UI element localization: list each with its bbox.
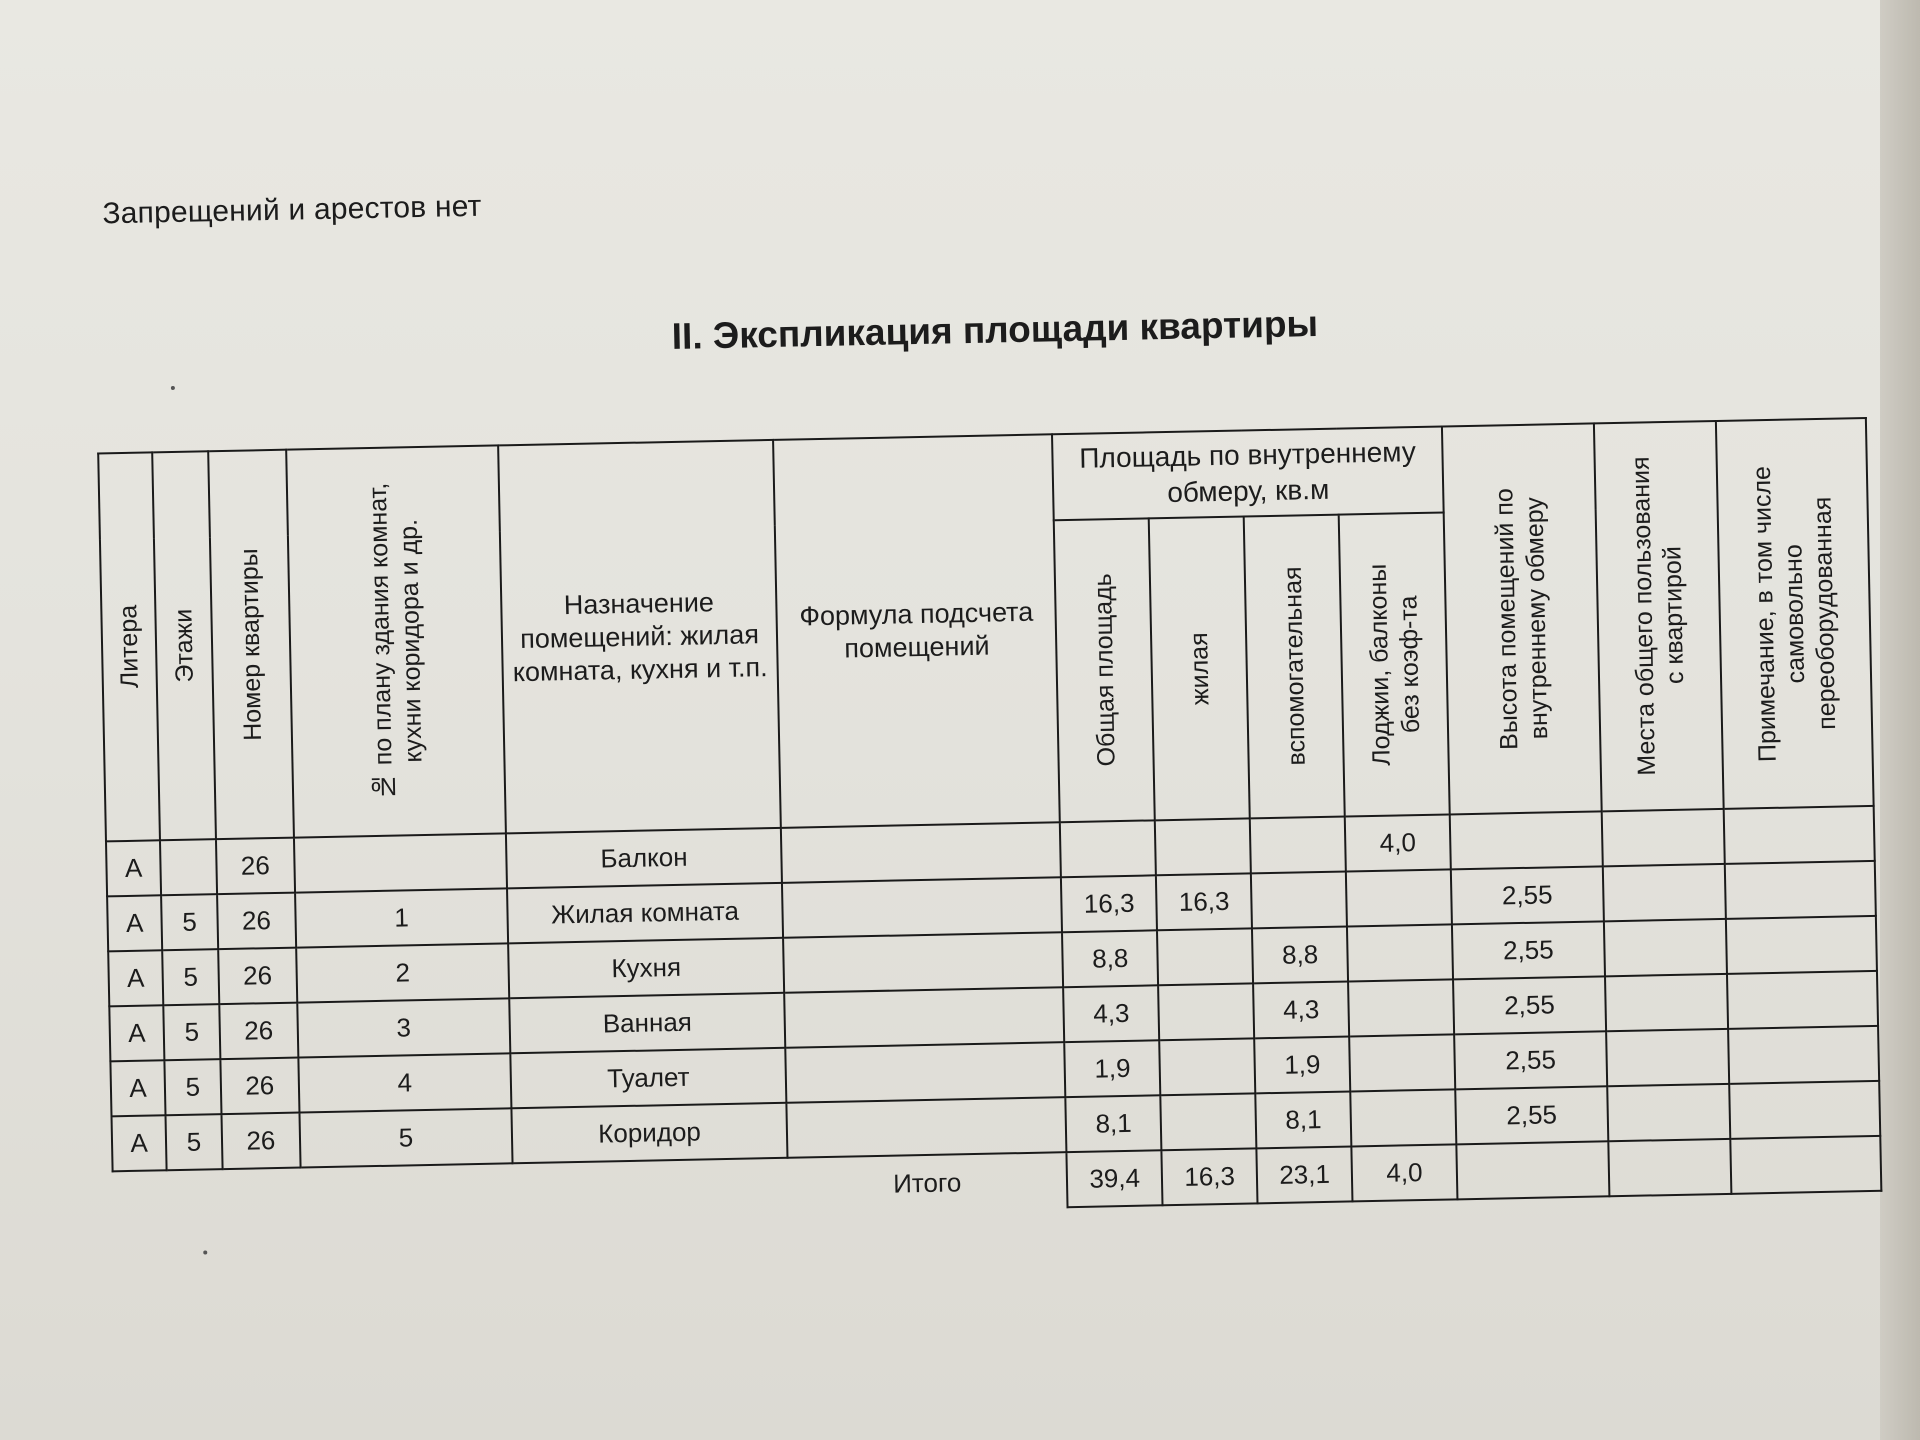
cell-floor: 5 <box>163 1004 220 1060</box>
header-litera: Литера <box>98 452 160 841</box>
cell-formula <box>782 877 1062 938</box>
header-apartment-no: Номер квартиры <box>208 450 294 839</box>
cell-floor <box>160 839 217 895</box>
totals-aux: 23,1 <box>1257 1146 1353 1203</box>
cell-formula <box>781 822 1061 883</box>
cell-loggia <box>1346 869 1452 926</box>
cell-apt: 26 <box>218 948 297 1005</box>
header-total-area: Общая площадь <box>1054 518 1155 822</box>
document-sheet <box>59 22 1886 1418</box>
header-purpose: Назначение помещений: жилая комната, кухня и т.п. <box>498 440 781 833</box>
cell-common <box>1607 1084 1730 1141</box>
cell-common <box>1606 1029 1729 1086</box>
cell-height: 2,55 <box>1452 921 1605 979</box>
cell-total <box>1060 820 1156 877</box>
cell-aux: 8,1 <box>1255 1091 1351 1148</box>
header-auxiliary: вспомогательная <box>1244 515 1345 819</box>
cell-note <box>1726 916 1877 974</box>
cell-loggia <box>1349 1034 1455 1091</box>
cell-apt: 26 <box>216 838 295 895</box>
cell-living <box>1155 818 1251 875</box>
cell-floor: 5 <box>161 894 218 950</box>
paper-speck <box>171 386 175 390</box>
cell-note <box>1724 806 1875 864</box>
header-plan-no: № по плану здания комнат, кухни коридора и др. <box>286 445 506 837</box>
cell-total: 4,3 <box>1063 985 1159 1042</box>
cell-aux <box>1251 872 1347 929</box>
cell-living <box>1161 1093 1257 1150</box>
cell-living <box>1157 928 1253 985</box>
totals-note <box>1730 1136 1881 1194</box>
explication-table <box>97 417 1882 1227</box>
cell-common <box>1604 919 1727 976</box>
cell-no: 3 <box>297 998 510 1057</box>
totals-loggia: 4,0 <box>1351 1144 1457 1201</box>
cell-common <box>1602 809 1725 866</box>
cell-common <box>1603 864 1726 921</box>
cell-common <box>1605 974 1728 1031</box>
header-formula: Формула подсчета помещений <box>773 434 1060 828</box>
cell-height: 2,55 <box>1451 866 1604 924</box>
document-title: II. Экспликация площади квартиры <box>671 302 1319 357</box>
cell-purpose: Коридор <box>511 1103 787 1164</box>
cell-height: 2,55 <box>1455 1086 1608 1144</box>
cell-purpose: Ванная <box>509 993 785 1054</box>
cell-aux: 8,8 <box>1252 927 1348 984</box>
cell-aux: 1,9 <box>1254 1036 1350 1093</box>
cell-height <box>1450 811 1603 869</box>
cell-aux <box>1250 817 1346 874</box>
totals-total: 39,4 <box>1067 1150 1163 1207</box>
cell-apt: 26 <box>220 1058 299 1115</box>
cell-apt: 26 <box>219 1003 298 1060</box>
cell-note <box>1727 971 1878 1029</box>
cell-apt: 26 <box>217 893 296 950</box>
cell-litera: А <box>106 840 161 896</box>
header-loggias: Лоджии, балконы без коэф-та <box>1339 512 1450 816</box>
cell-no: 5 <box>299 1108 512 1167</box>
cell-height: 2,55 <box>1453 976 1606 1034</box>
cell-floor: 5 <box>162 949 219 1005</box>
cell-loggia <box>1350 1089 1456 1146</box>
totals-common <box>1608 1139 1731 1196</box>
cell-living: 16,3 <box>1156 873 1252 930</box>
cell-apt: 26 <box>221 1113 300 1170</box>
cell-aux: 4,3 <box>1253 981 1349 1038</box>
cell-purpose: Жилая комната <box>507 883 783 944</box>
cell-formula <box>784 987 1064 1048</box>
cell-litera: А <box>107 895 162 951</box>
totals-height <box>1456 1141 1609 1199</box>
cell-height: 2,55 <box>1454 1031 1607 1089</box>
cell-living <box>1159 1038 1255 1095</box>
cell-purpose: Кухня <box>508 938 784 999</box>
cell-no <box>294 833 507 892</box>
cell-purpose: Балкон <box>506 828 782 889</box>
cell-litera: А <box>110 1060 165 1116</box>
header-area-group: Площадь по внутреннему обмеру, кв.м <box>1052 426 1443 520</box>
cell-no: 1 <box>295 888 508 947</box>
page-edge <box>1880 0 1920 1440</box>
totals-living: 16,3 <box>1162 1148 1258 1205</box>
cell-purpose: Туалет <box>510 1048 786 1109</box>
cell-total: 8,1 <box>1066 1095 1162 1152</box>
cell-no: 4 <box>298 1053 511 1112</box>
cell-note <box>1725 861 1876 919</box>
paper-speck <box>203 1250 207 1254</box>
header-row-top <box>98 418 1867 539</box>
header-note: Примечание, в том числе самовольно переоборудованная <box>1716 418 1874 809</box>
cell-litera: А <box>108 950 163 1006</box>
cell-loggia <box>1347 924 1453 981</box>
totals-label: Итого <box>892 1166 962 1199</box>
header-living: жилая <box>1149 516 1250 820</box>
cell-formula <box>787 1097 1067 1158</box>
header-floors: Этажи <box>152 451 215 840</box>
cell-note <box>1729 1081 1880 1139</box>
cell-floor: 5 <box>165 1059 222 1115</box>
cell-total: 8,8 <box>1062 930 1158 987</box>
cell-floor: 5 <box>166 1114 223 1170</box>
cell-note <box>1728 1026 1879 1084</box>
header-common-places: Места общего пользования с квартирой <box>1594 421 1724 811</box>
cell-litera: А <box>112 1115 167 1171</box>
notice-text: Запрещений и арестов нет <box>102 189 482 231</box>
cell-loggia <box>1348 979 1454 1036</box>
cell-formula <box>783 932 1063 993</box>
cell-formula <box>785 1042 1065 1103</box>
cell-total: 16,3 <box>1061 875 1157 932</box>
cell-no: 2 <box>296 943 509 1002</box>
header-height: Высота помещений по внутреннему обмеру <box>1442 423 1602 814</box>
cell-living <box>1158 983 1254 1040</box>
cell-loggia: 4,0 <box>1345 814 1451 871</box>
cell-total: 1,9 <box>1064 1040 1160 1097</box>
cell-litera: А <box>109 1005 164 1061</box>
